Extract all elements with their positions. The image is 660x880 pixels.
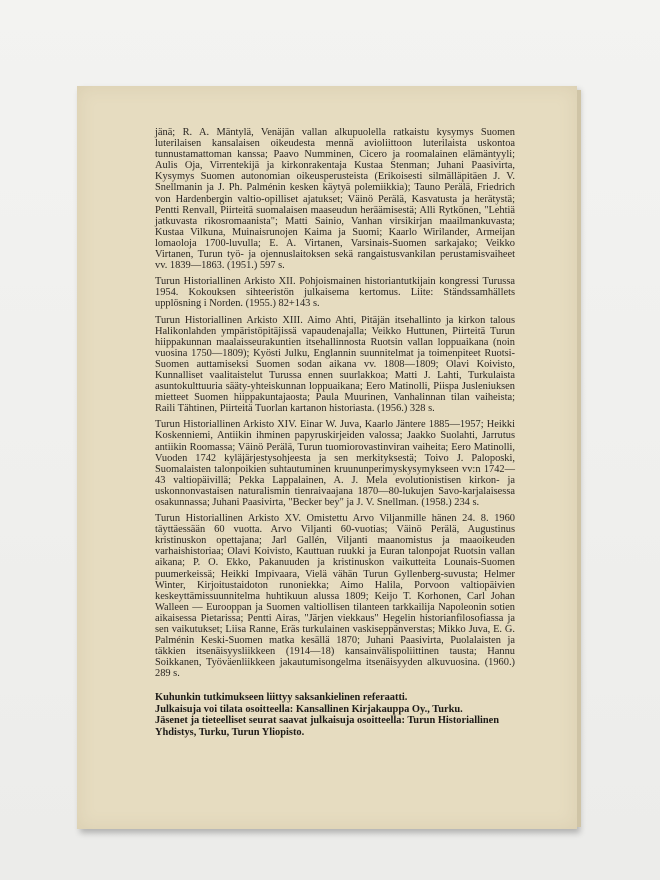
paragraph-xii: Turun Historiallinen Arkisto XII. Pohjoismainen historiantutkijain kongressi Turussa 1954. Kokouksen sihteeristön julkaisema kertomus. Liite: Ständssamhällets upplösning i Norden. (1955.) 82+143 s. [155, 276, 515, 310]
footer-line-2: Julkaisuja voi tilata osoitteella: Kansallinen Kirjakauppa Oy., Turku. [155, 703, 463, 715]
paragraph-xv: Turun Historiallinen Arkisto XV. Omistettu Arvo Viljanmille hänen 24. 8. 1960 täyttäessään 60 vuotta. Arvo Viljanti 60-vuotias; Väinö Perälä, Augustinus kristinuskon opettajana; Jarl Gallén, Viljanti maanomistus ja maaoikeuden varhaishistoriaa; Olavi Koivisto, Kauttuan ruukki ja Euran talonpojat Ruotsin vallan aikana; P. O. Ekko, Pakanuuden ja kristinuskon vaikutteita Lounais-Suomen puumerkeissä; Heikki Impivaara, Vielä vähän Turun Gyllenberg-suvusta; Helmer Winter, Kirjoitustaidoton runoniekka; Aimo Halila, Porvoon valtiopäivien keskeyttämissuunnitelma huhtikuun alussa 1809; Keijo T. Korhonen, Carl Johan Walleen — Eurooppan ja Suomen valtiollisen tilanteen tarkkailija Napoleonin sotien aikaisessa Pietarissa; Pentti Airas, "Järjen viekkaus" Hegelin historianfilosofiassa ja sen vaikutukset; Liisa Ranne, Eräs turkulainen vaskiseppänverstas; Mikko Juva, E. G. Palménin Keski-Suomen matka kesällä 1870; Juhani Paasivirta, Puolalaisten ja täkkien itsenäisyysliikkeen (1914—18) kansainvälispoliittinen tausta; Hannu Soikkanen, Työväenliikkeen jakautumisongelma itsenäisyyden alkuvuosina. (1960.) 289 s. [155, 513, 515, 680]
paragraph-xiv: Turun Historiallinen Arkisto XIV. Einar W. Juva, Kaarlo Jäntere 1885—1957; Heikki Koskenniemi, Antiikin ihminen papyruskirjeiden valossa; Jaakko Suolahti, Jarrutus antiikin Roomassa; Väinö Perälä, Turun tuomiorovastinviran vaiheita; Eero Matinolli, Vuoden 1742 kyläjärjestysohjeesta ja sen merkityksestä; Toivo J. Paloposki, Suomalaisten talonpoikien suhtautuminen kruununperimyskysymykseen vv:n 1742—43 valtiopäivillä; Pekka Lappalainen, A. J. Mela evolutionistisen kirkon- ja uskonnonvastaisen naturalismin tienraivaajana 1870—80-lukujen Savo-karjalaisessa osakunnassa; Juhani Paasivirta, "Becker bey" ja J. V. Snellman. (1958.) 234 s. [155, 419, 515, 508]
footer-line-1: Kuhunkin tutkimukseen liittyy saksankielinen referaatti. [155, 692, 408, 703]
catalogue-text [155, 127, 515, 685]
footer-line-3: Jäsenet ja tieteelliset seurat saavat julkaisuja osoitteella: Turun Historiallinen Yhdistys, Turku, Turun Yliopisto. [155, 715, 500, 738]
publisher-info [155, 692, 535, 738]
paragraph-xiii: Turun Historiallinen Arkisto XIII. Aimo Ahti, Pitäjän itsehallinto ja kirkon talous Halikonlahden ympäristöpitäjissä vapaudenajalla; Veikko Huttunen, Piirteitä Turun hiippakunnan maalaisseurakuntien itsehallinnosta Ruotsin vallan loppuaikana (noin vuosina 1750—1809); Kyösti Julku, Englannin suunnitelmat ja toimenpiteet Ruotsi-Suomen auttamiseksi Suomen sodan aikana vv. 1808—1809; Olavi Koivisto, Kunnalliset vaalitaistelut Turussa ennen suurlakkoa; Matti J. Lahti, Turkulaista asuntokulttuuria sääty-yhteiskunnan loppuaikana; Eero Matinolli, Piispa Jusleniuksen mietteet Suomen hiippakuntajaosta; Paula Muurinen, Vanhalinnan tilan vaiheista; Raili Tähtinen, Piirteitä Tuorlan kartanon historiasta. (1956.) 328 s. [155, 314, 515, 415]
paragraph-xi-continued: jänä; R. A. Mäntylä, Venäjän vallan alkupuolella ratkaistu kysymys Suomen luterilaisen kansalaisen oikeudesta mennä avioliittoon luterilaista uskontoa tunnustamattoman kanssa; Paavo Numminen, Cicero ja roomalainen elämäntyyli; Aulis Oja, Virrentekijä ja kirkonrakentaja Kustaa Stenman; Juhani Paasivirta, Kysymys Suomen autonomian oikeusperusteista (Erikoisesti silmälläpitäen J. V. Snellmanin ja J. Ph. Palménin kesken käytyä polemiikkia); Tauno Perälä, Friedrich von Hardenbergin valtio-opilliset ajatukset; Väinö Perälä, Kasvatusta ja herätystä; Pentti Renvall, Piirteitä suomalaisen maaseudun heräämisestä; Alli Rytkönen, "Lehtiä jatkuvasta rikosromaanista"; Matti Sainio, Vanhan virsikirjan maailmankuvasta; Kustaa Vilkuna, Muinaisrunojen Kaima ja Suomi; Kaarlo Wirilander, Armeijan lomaoloja 1700-luvulla; E. A. Virtanen, Varsinais-Suomen sarkajako; Veikko Virtanen, Turun työ- ja ojennuslaitoksen sekä rangaistusvankilan perustamisvaiheet vv. 1839—1863. (1951.) 597 s. [155, 127, 515, 272]
page-edge [577, 90, 581, 827]
